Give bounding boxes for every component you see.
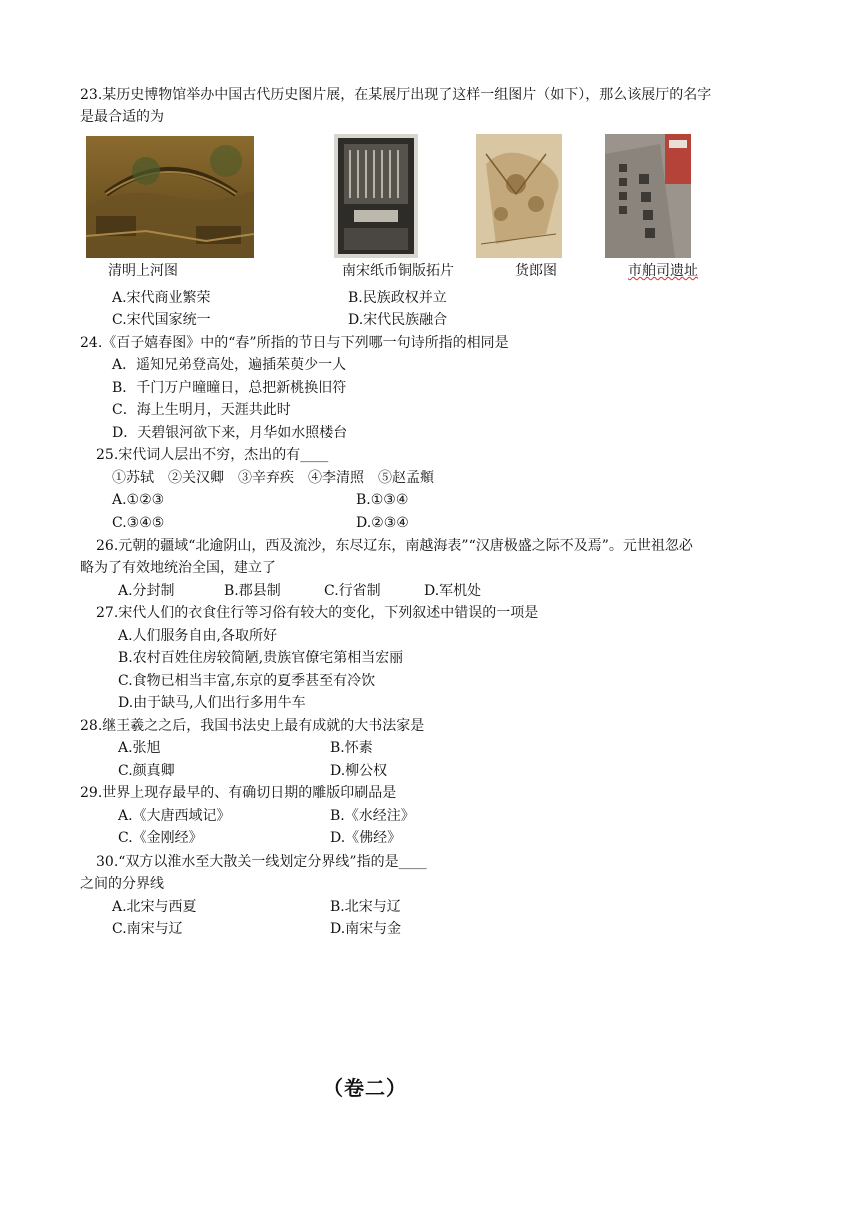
q25-option-c: C.③④⑤ xyxy=(112,515,165,531)
q24-stem: 24.《百子嬉春图》中的“春”所指的节日与下列哪一句诗所指的相同是 xyxy=(80,335,509,351)
q26-option-c: C.行省制 xyxy=(324,583,381,599)
q26-option-a: A.分封制 xyxy=(118,583,175,599)
caption-maritime-office xyxy=(628,262,698,280)
qingming-painting-image xyxy=(86,136,254,258)
q26-stem-line2: 略为了有效地统治全国，建立了 xyxy=(80,560,276,576)
q30-option-b: B.北宋与辽 xyxy=(330,899,401,915)
q27-option-c: C.食物已相当丰富,东京的夏季甚至有冷饮 xyxy=(118,673,376,689)
q26-option-b: B.郡县制 xyxy=(224,583,281,599)
q23-option-b: B.民族政权并立 xyxy=(348,290,447,306)
q28-stem: 28.继王羲之之后，我国书法史上最有成就的大书法家是 xyxy=(80,718,425,734)
caption-maritime-office-text: 市舶司遗址 xyxy=(628,263,698,279)
section-title: （卷二） xyxy=(323,1076,407,1100)
q28-option-c: C.颜真卿 xyxy=(118,763,175,779)
q30-stem-line1: 30.“双方以淮水至大散关一线划定分界线”指的是____ xyxy=(96,854,427,870)
caption-qingming: 清明上河图 xyxy=(108,263,178,279)
caption-paper-money: 南宋纸币铜版拓片 xyxy=(342,263,454,279)
q27-option-d: D.由于缺马,人们出行多用牛车 xyxy=(118,695,306,711)
q23-option-a: A.宋代商业繁荣 xyxy=(112,290,211,306)
q30-option-c: C.南宋与辽 xyxy=(112,921,183,937)
q29-option-a: A.《大唐西域记》 xyxy=(118,808,231,824)
q28-option-d: D.柳公权 xyxy=(330,763,388,779)
q28-option-a: A.张旭 xyxy=(118,740,161,756)
q29-stem: 29.世界上现存最早的、有确切日期的雕版印刷品是 xyxy=(80,785,397,801)
q30-option-a: A.北宋与西夏 xyxy=(112,899,197,915)
q28-option-b: B.怀素 xyxy=(330,740,373,756)
q25-stem: 25.宋代词人层出不穷，杰出的有____ xyxy=(96,447,329,463)
peddler-painting-image xyxy=(476,134,562,258)
q25-option-d: D.②③④ xyxy=(356,515,409,531)
q30-option-d: D.南宋与金 xyxy=(330,921,402,937)
caption-peddler: 货郎图 xyxy=(515,263,557,279)
q26-option-d: D.军机处 xyxy=(424,583,482,599)
paper-money-rubbing-image xyxy=(334,134,418,258)
q29-option-d: D.《佛经》 xyxy=(330,830,402,846)
q23-option-c: C.宋代国家统一 xyxy=(112,312,211,328)
q27-stem: 27.宋代人们的衣食住行等习俗有较大的变化，下列叙述中错误的一项是 xyxy=(96,605,539,621)
q29-option-b: B.《水经注》 xyxy=(330,808,415,824)
q24-option-b: B．千门万户曈曈日，总把新桃换旧符 xyxy=(112,380,347,396)
q25-option-b: B.①③④ xyxy=(356,492,409,508)
q26-stem-line1: 26.元朝的疆域“北逾阴山，西及流沙，东尽辽东，南越海表”“汉唐极盛之际不及焉”。元世祖忽必 xyxy=(96,538,693,554)
q23-option-d: D.宋代民族融合 xyxy=(348,312,448,328)
q30-stem-line2: 之间的分界线 xyxy=(80,876,164,892)
q25-list: ①苏轼 ②关汉卿 ③辛弃疾 ④李清照 ⑤赵孟頫 xyxy=(112,470,434,486)
q24-option-a: A．遥知兄弟登高处，遍插茱萸少一人 xyxy=(112,357,347,373)
q23-stem-line1: 23.某历史博物馆举办中国古代历史图片展，在某展厅出现了这样一组图片（如下），那么该展厅的名字 xyxy=(80,87,712,103)
q24-option-d: D．天碧银河欲下来，月华如水照楼台 xyxy=(112,425,348,441)
q27-option-a: A.人们服务自由,各取所好 xyxy=(118,628,278,644)
q27-option-b: B.农村百姓住房较简陋,贵族官僚宅第相当宏丽 xyxy=(118,650,404,666)
q23-stem-line2: 是最合适的为 xyxy=(80,109,164,125)
maritime-office-stele-image xyxy=(605,134,691,258)
q25-option-a: A.①②③ xyxy=(112,492,165,508)
q29-option-c: C.《金刚经》 xyxy=(118,830,203,846)
q24-option-c: C．海上生明月，天涯共此时 xyxy=(112,402,291,418)
